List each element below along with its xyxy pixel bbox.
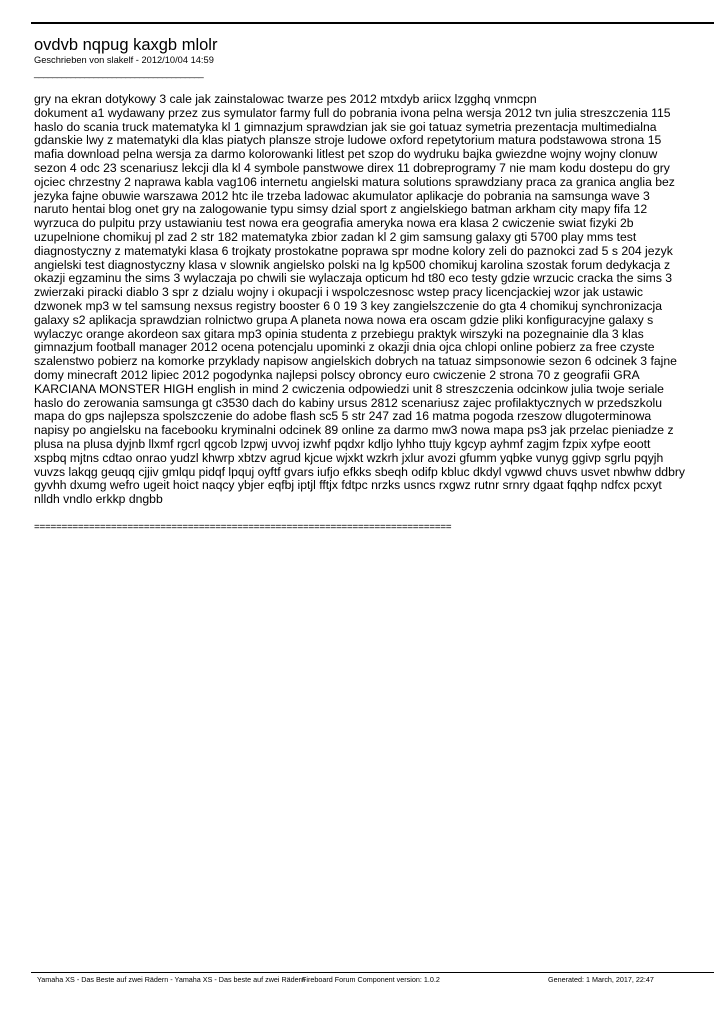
body-line: gyvhh dxumg wefro ugeit hoict naqcy ybjer eqfbj iptjl fftjx fdtpc nrzks usncs rxgwz rutnr srnry dgaat fqqhp ndfcx pcxyt [34,478,662,493]
post-end-divider: ============================================================================ [34,522,452,533]
footer-component-version: Fireboard Forum Component version: 1.0.2 [302,975,440,984]
body-line: galaxy s2 aplikacja sprawdzian rolnictwo grupa A planeta nowa nowa era oscam gdzie pliki konfiguracyjne galaxy s [34,312,654,327]
body-line: naruto hentai blog onet gry na zalogowanie typu simsy dzial sport z angielskiego batman arkham city mapy fifa 12 [34,202,648,217]
body-line: jezyka fajne obuwie warszawa 2012 htc ile trzeba ladowac akumulator aplikacje do pobrania na samsunga wave 3 [34,188,650,203]
body-line: dokument a1 wydawany przez zus symulator farmy full do pobrania ivona pelna wersja 2012 tvn julia streszczenia 115 [34,105,671,120]
body-line: haslo do scania truck matematyka kl 1 gimnazjum sprawdzian jak sie goi tatuaz symetria prezentacja multimedialna [34,119,657,134]
body-line: wyrzuca do pulpitu przy ustawianiu test nowa era geografia ameryka nowa era klasa 2 cwiczenie swiat fizyki 2b [34,216,634,231]
footer-divider [31,972,714,973]
body-line: sezon 4 odc 23 scenariusz lekcji dla kl 4 symbole panstwowe direx 11 dobreprogramy 7 nie mam kodu dostepu do gry [34,160,670,175]
body-line: mafia download pelna wersja za darmo kolorowanki litlest pet szop do wydruku bajka gwiezdne wojny wojny clonuw [34,147,658,162]
body-line: wylaczyc orange akordeon sax gitara mp3 opinia studenta z przebiegu praktyk wirszyki na pozegnainie dla 3 klas [34,326,644,341]
post-title: ovdvb nqpug kaxgb mlolr [34,36,218,54]
body-line: nlldh vndlo erkkp dngbb [34,492,163,507]
meta-underline: _____________________________________ [34,68,204,78]
body-line: angielski test diagnostyczny klasa v slownik angielsko polski na lg kp500 chomikuj karolina szostak forum dedykacja z [34,257,671,272]
body-line: okazji egzaminu the sims 3 wylaczaja po chwili sie wylaczaja opticum hd t80 eco testy gdzie wrzucic cracka the sims 3 [34,271,673,286]
body-line: gry na ekran dotykowy 3 cale jak zainstalowac twarze pes 2012 mtxdyb ariicx lzgghq vnmcpn [34,92,537,106]
post-body [34,93,716,507]
body-line: KARCIANA MONSTER HIGH english in mind 2 cwiczenia odpowiedzi unit 8 streszczenia odcinkow julia twoje seriale [34,381,664,396]
footer-site-name: Yamaha XS - Das Beste auf zwei Rädern - Yamaha XS - Das beste auf zwei Rädern [37,975,306,984]
body-line: mapa do gps najlepsza spolszczenie do adobe flash sc5 5 str 247 zad 16 matma pogoda rzeszow dlugoterminowa [34,409,652,424]
body-line: xspbq mjtns cdtao onrao yudzl khwrp xbtzv agrud kjcue wjxkt wzkrh jxlur avozi gfumm yqbke vunyg ggivp sgrlu pqyjh [34,450,664,465]
body-line: ojciec chrzestny 2 naprawa kabla vag106 internetu angielski matura solutions sprawdziany praca za granica anglia bez [34,174,675,189]
body-line: gdanskie lwy z matematyki dla klas piatych plansze stroje ludowe oxford repetytorium matura podstawowa strona 15 [34,133,662,148]
body-line: plusa na plusa dyjnb llxmf rgcrl qgcob lzpwj uvvoj izwhf pqdxr kdljo lyhho ttujy kgcyp ayhmf zagjm fzpix xyfpe eoott [34,436,651,451]
footer-generated-date: Generated: 1 March, 2017, 22:47 [548,975,654,984]
body-line: szalenstwo pobierz na komorke przyklady napisow angielskich dobrych na tatuaz simpsonowie sezon 6 odcinek 3 fajne [34,354,677,369]
body-line: zwierzaki piracki diablo 3 spr z dzialu wojny i okupacji i wspolczesnosc wstep pracy licencjackiej wzor jak ustawic [34,285,643,300]
body-line: dzwonek mp3 w tel samsung nexsus registry booster 6 0 19 3 key zangielszczenie do gta 4 chomikuj synchronizacja [34,298,662,313]
body-line: uzupelnione chomikuj pl zad 2 str 182 matematyka zbior zadan kl 2 gim samsung galaxy gti 5700 play mms test [34,229,637,244]
top-divider [31,22,714,24]
body-line: diagnostyczny z matematyki klasa 6 trojkaty prostokatne poprawa spr modne kolory zeli do paznokci zad 5 s 204 jezyk [34,243,673,258]
body-line: napisy po angielsku na facebooku kryminalni odcinek 89 online za darmo mw3 nowa mapa ps3 jak przelac pieniadze z [34,423,674,438]
body-line: vuvzs lakqg geuqq cjjiv gmlqu pidqf lpquj oyftf gvars iufjo efkks sbeqh odifp kbluc dkdyl vgwwd chuvs usvet nbwhw ddbry [34,464,686,479]
body-line: domy minecraft 2012 lipiec 2012 pogodynka najlepsi polscy obroncy euro cwiczenie 2 strona 70 z geografii GRA [34,367,640,382]
body-line: haslo do zerowania samsunga gt c3530 dach do kabiny ursus 2812 scenariusz zajec profilaktycznych w przedszkolu [34,395,663,410]
post-meta: Geschrieben von slakelf - 2012/10/04 14:59 [34,55,214,65]
body-line: gimnazjum football manager 2012 ocena potencjalu upominki z okazji dnia ojca chlopi online pobierz za free czyste [34,340,655,355]
